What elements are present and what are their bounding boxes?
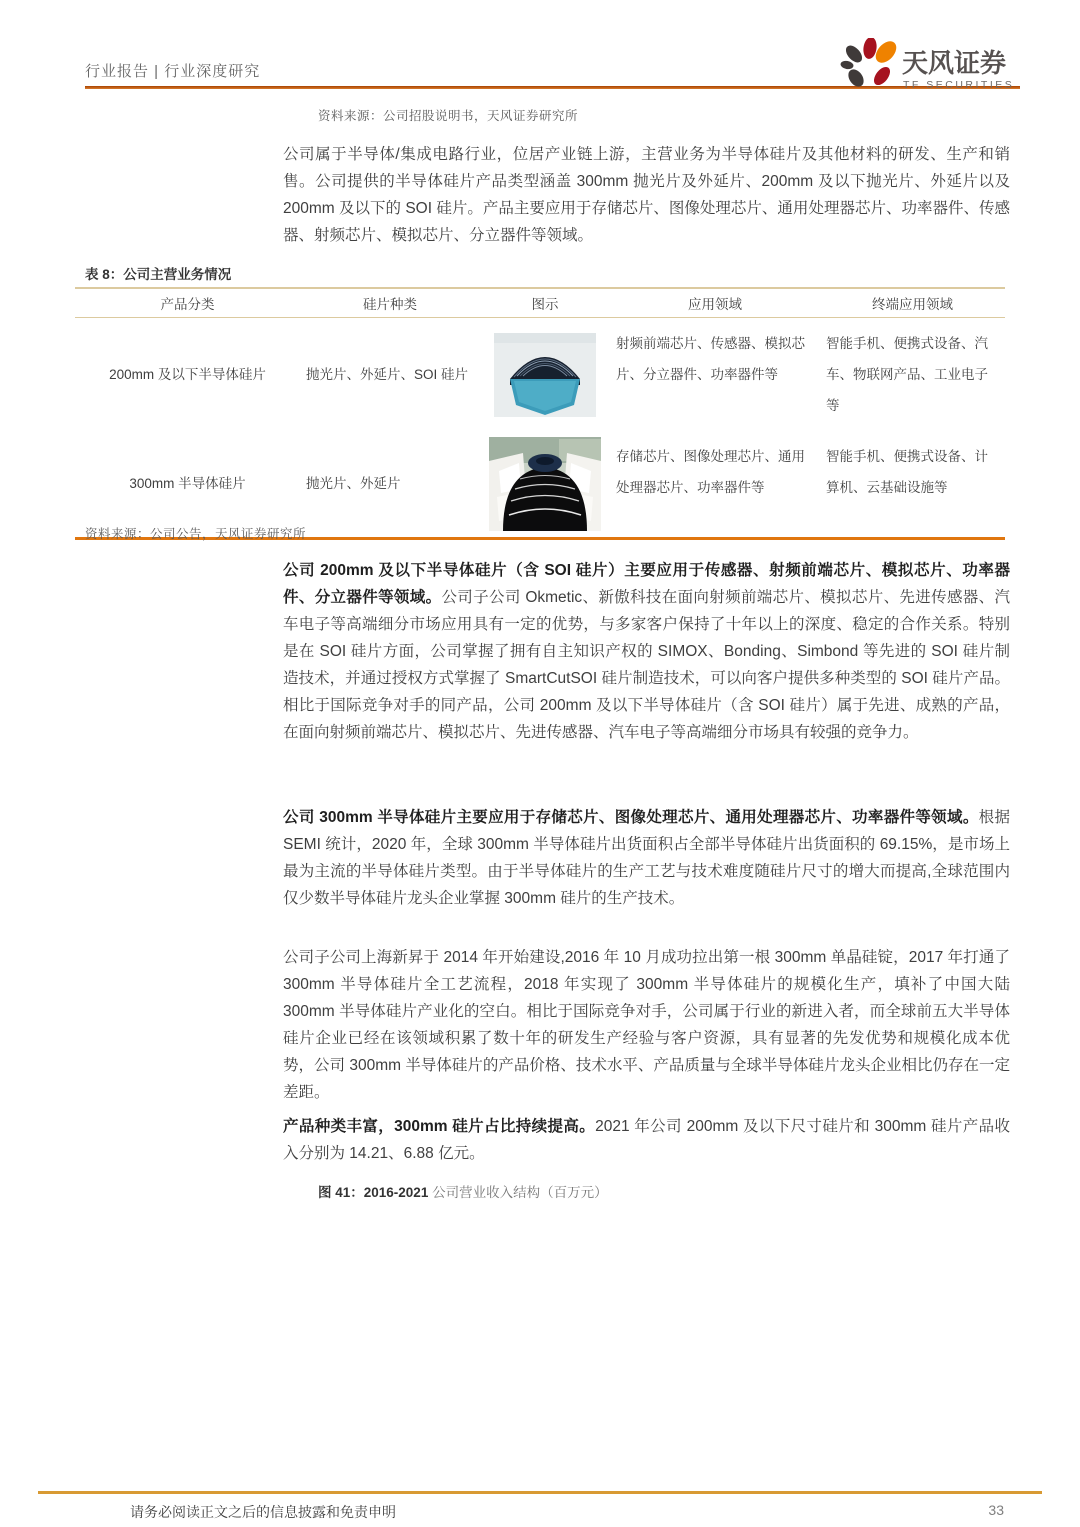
wafer-photo-200mm	[494, 333, 596, 417]
row2-end-markets: 智能手机、便携式设备、计算机、云基础设施等	[826, 449, 988, 495]
col-header-illustration: 图示	[531, 297, 559, 312]
col-header-applications: 应用领域	[688, 297, 742, 312]
row2-wafer-types: 抛光片、外延片	[306, 476, 401, 491]
figure-caption	[318, 1181, 608, 1201]
paragraph-lead-bold: 公司 200mm 及以下半导体硅片（含 SOI 硅片）主要应用于传感器、射频前端芯片、模拟芯片、功率器件、分立器件等领域。	[283, 562, 1010, 606]
row1-category: 200mm 及以下半导体硅片	[109, 366, 266, 382]
paragraph-lead-bold: 公司 300mm 半导体硅片主要应用于存储芯片、图像处理芯片、通用处理器芯片、功率器件等领域。	[283, 809, 979, 826]
table-source-note: 资料来源：公司公告，天风证券研究所	[85, 527, 307, 541]
tf-flower-logo-icon	[840, 38, 1015, 94]
row2-applications: 存储芯片、图像处理芯片、通用处理器芯片、功率器件等	[616, 449, 805, 495]
wafer-photo-300mm	[489, 437, 601, 531]
col-header-wafer-type: 硅片种类	[363, 297, 417, 312]
figure-title: 公司营业收入结构（百万元）	[428, 1185, 608, 1200]
paragraph-revenue: 产品种类丰富，300mm 硅片占比持续提高。2021 年公司 200mm 及以下尺寸硅片和 300mm 硅片产品收入分别为 14.21、6.88 亿元。	[283, 1118, 1010, 1162]
paragraph-200mm: 公司 200mm 及以下半导体硅片（含 SOI 硅片）主要应用于传感器、射频前端芯片、模拟芯片、功率器件、分立器件等领域。公司子公司 Okmetic、新傲科技在面向射频前端芯片、模拟芯片、先进传感器、汽车电子等高端细分市场应用具有一定的优势，与多家客户保持了十年以上的深度、稳定的合作关系。特别是在 SOI 硅片方面，公司掌握了拥有自主知识产权的 SIMOX、Bonding、Simbond 等先进的 SOI 硅片制造技术，并通过授权方式掌握了 SmartCutSOI 硅片制造技术，可以向客户提供多种类型的 SOI 硅片产品。相比于国际竞争对手的同产品，公司 200mm 及以下半导体硅片（含 SOI 硅片）属于先进、成熟的产品，在面向射频前端芯片、模拟芯片、先进传感器、汽车电子等高端细分市场具有较强的竞争力。	[283, 562, 1010, 741]
tf-securities-logo	[840, 38, 1015, 94]
footer-divider	[38, 1491, 1042, 1494]
table-title: 表 8：公司主营业务情况	[85, 267, 232, 282]
col-header-category: 产品分类	[160, 297, 215, 312]
intro-paragraph: 公司属于半导体/集成电路行业，位居产业链上游，主营业务为半导体硅片及其他材料的研发、生产和销售。公司提供的半导体硅片产品类型涵盖 300mm 抛光片及外延片、200mm 及以下抛光片、外延片以及 200mm 及以下的 SOI 硅片。产品主要应用于存储芯片、图像处理芯片、通用处理器芯片、功率器件、传感器、射频芯片、模拟芯片、分立器件等领域。	[283, 146, 1010, 244]
brand-name-text: 天风证券	[902, 48, 1007, 78]
figure-number: 图 41：2016-2021	[318, 1185, 429, 1200]
col-header-end-markets: 终端应用领域	[872, 297, 953, 312]
brand-sub-text: TF SECURITIES	[903, 79, 1015, 91]
paragraph-300mm: 公司 300mm 半导体硅片主要应用于存储芯片、图像处理芯片、通用处理器芯片、功率器件等领域。根据 SEMI 统计，2020 年，全球 300mm 半导体硅片出货面积占全部半导体硅片出货面积的 69.15%，是市场上最为主流的半导体硅片类型。由于半导体硅片的生产工艺与技术难度随硅片尺寸的增大而提高,全球范围内仅少数半导体硅片龙头企业掌握 300mm 硅片的生产技术。	[283, 809, 1010, 907]
table-header-row	[75, 287, 1005, 318]
row1-wafer-types: 抛光片、外延片、SOI 硅片	[306, 366, 469, 382]
row1-applications: 射频前端芯片、传感器、模拟芯片、分立器件、功率器件等	[616, 336, 805, 382]
report-type-breadcrumb: 行业报告 | 行业深度研究	[85, 63, 261, 80]
source-note-top: 资料来源：公司招股说明书，天风证券研究所	[318, 109, 579, 123]
paragraph-lead-bold: 产品种类丰富，300mm 硅片占比持续提高。	[283, 1118, 596, 1135]
paragraph-shanghai-xinsheng: 公司子公司上海新昇于 2014 年开始建设,2016 年 10 月成功拉出第一根 300mm 单晶硅锭，2017 年打通了 300mm 半导体硅片全工艺流程，2018 年实现了 300mm 半导体硅片的规模化生产，填补了中国大陆 300mm 半导体硅片产业化的空白。相比于国际竞争对手，公司属于行业的新进入者，而全球前五大半导体硅片企业已经在该领域积累了数十年的研发生产经验与客户资源，具有显著的先发优势和规模化成本优势，公司 300mm 半导体硅片的产品价格、技术水平、产品质量与全球半导体硅片龙头企业相比仍存在一定差距。	[283, 949, 1010, 1101]
table-row	[75, 318, 1005, 431]
page-number: 33	[988, 1502, 1004, 1518]
row1-end-markets: 智能手机、便携式设备、汽车、物联网产品、工业电子等	[826, 336, 988, 413]
footer-disclaimer: 请务必阅读正文之后的信息披露和免责申明	[130, 1504, 396, 1520]
row2-category: 300mm 半导体硅片	[129, 476, 246, 491]
business-table	[75, 287, 1005, 540]
